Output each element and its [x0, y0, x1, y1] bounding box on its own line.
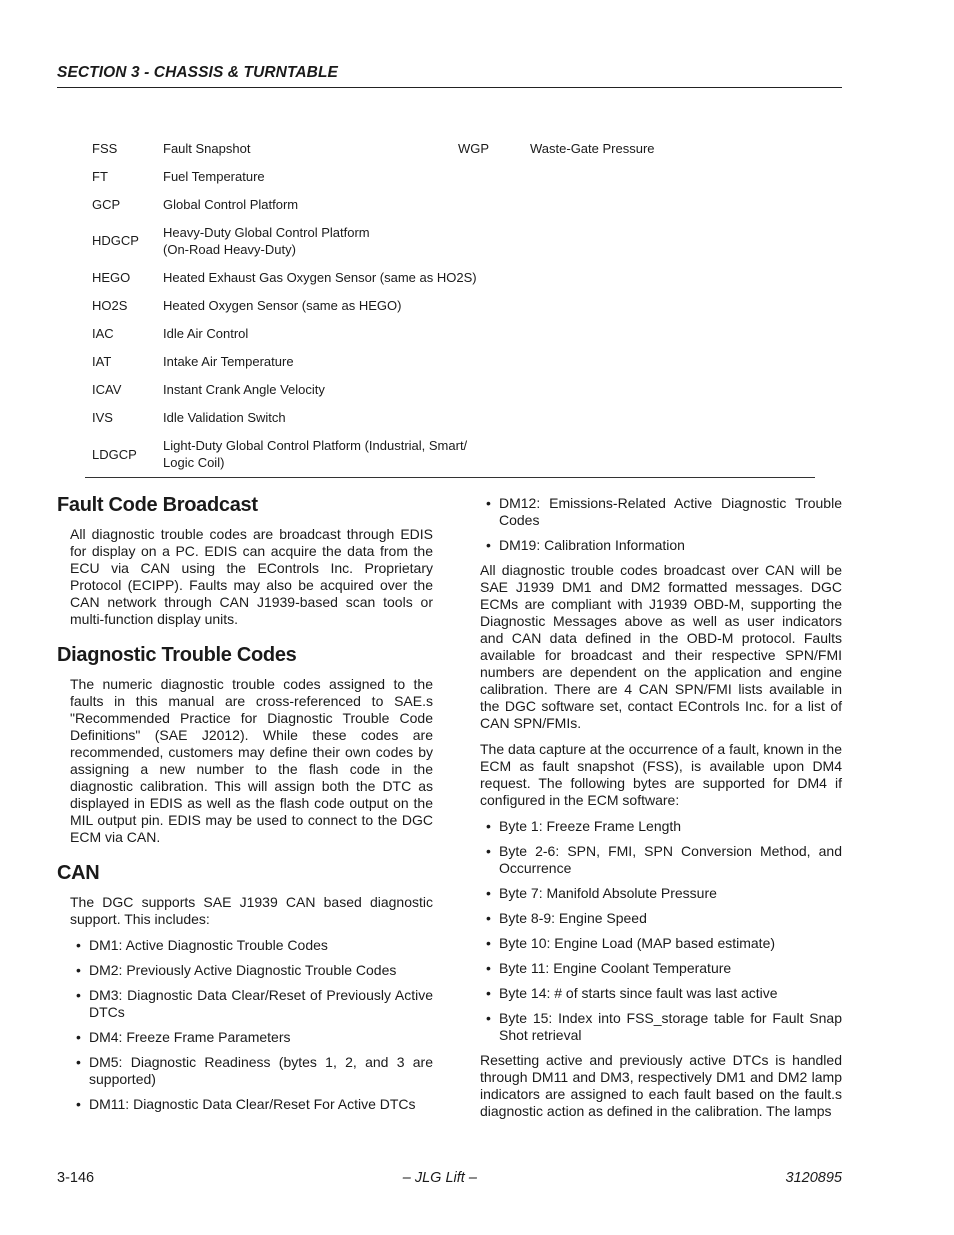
dm4-byte-list — [480, 818, 842, 1044]
abbr-row — [85, 403, 815, 431]
abbr-definition: Idle Validation Switch — [163, 409, 286, 425]
abbreviation-table — [85, 134, 815, 478]
abbr-definition: Intake Air Temperature — [163, 353, 294, 369]
fault-code-broadcast-heading: Fault Code Broadcast — [57, 494, 258, 516]
abbr-definition — [163, 224, 458, 258]
diagnostic-trouble-codes-heading: Diagnostic Trouble Codes — [57, 644, 297, 666]
abbr-row — [85, 431, 815, 477]
list-item: • Byte 10: Engine Load (MAP based estimate) — [480, 935, 842, 952]
abbr-code: ICAV — [92, 381, 122, 397]
abbr-definition: Heated Exhaust Gas Oxygen Sensor (same as HO2S) — [163, 269, 477, 285]
page-footer — [57, 1170, 842, 1186]
abbr-code: HEGO — [92, 269, 131, 285]
list-item: • Byte 15: Index into FSS_storage table for Fault Snap Shot retrieval — [480, 1010, 842, 1044]
list-item: • Byte 11: Engine Coolant Temperature — [480, 960, 842, 977]
section-title: SECTION 3 - CHASSIS & TURNTABLE — [57, 64, 338, 81]
list-item: • DM3: Diagnostic Data Clear/Reset of Previously Active DTCs — [70, 987, 433, 1021]
dtc-paragraph: The numeric diagnostic trouble codes assigned to the faults in this manual are cross-referenced to SAE.s "Recommended Practice for Diagnostic Trouble Code Definitions" (SAE J2012). While these codes are recommended, customers may define their own codes by assigning a new number to the flash code in the diagnostic calibration. This will assign both the DTC as displayed in EDIS as well as the flash code output on the MIL output pin. EDIS may be used to connect to the DGC ECM via CAN. — [70, 676, 433, 845]
abbr-row — [85, 291, 815, 319]
dm-list — [480, 495, 842, 554]
abbr-definition-line: Logic Coil) — [163, 455, 225, 470]
abbr-definition — [163, 437, 468, 471]
list-item: • DM2: Previously Active Diagnostic Trouble Codes — [70, 962, 433, 979]
list-item: • Byte 14: # of starts since fault was last active — [480, 985, 842, 1002]
list-item: • DM19: Calibration Information — [480, 537, 842, 554]
abbr-definition-line: (On-Road Heavy-Duty) — [163, 241, 296, 257]
abbr-code: HDGCP — [92, 233, 139, 248]
list-item: • Byte 1: Freeze Frame Length — [480, 818, 842, 835]
abbr-row — [85, 190, 815, 218]
list-item: • Byte 8-9: Engine Speed — [480, 910, 842, 927]
fault-snapshot-paragraph: The data capture at the occurrence of a fault, known in the ECM as fault snapshot (FSS), is available upon DM4 request. The following bytes are supported for DM4 if configured in the ECM software: — [480, 741, 842, 808]
abbr-definition: Instant Crank Angle Velocity — [163, 381, 325, 397]
abbr-definition: Heated Oxygen Sensor (same as HEGO) — [163, 297, 402, 313]
list-item: • DM1: Active Diagnostic Trouble Codes — [70, 937, 433, 954]
list-item: • DM12: Emissions-Related Active Diagnostic Trouble Codes — [480, 495, 842, 529]
abbr-row — [85, 218, 815, 263]
list-item: • DM11: Diagnostic Data Clear/Reset For Active DTCs — [70, 1096, 433, 1113]
can-broadcast-paragraph: All diagnostic trouble codes broadcast over CAN will be SAE J1939 DM1 and DM2 formatted messages. DGC ECMs are compliant with J1939 OBD-M, supporting the Diagnostic Messages above as well as user indicators and CAN data defined in the OBD-M protocol. Faults available for broadcast and their respective SPN/FMI numbers are dependent on the application and engine calibration. There are 4 CAN SPN/FMI lists available in the DGC software set, contact EControls Inc. for a list of CAN SPN/FMIs. — [480, 562, 842, 731]
abbr-row — [85, 162, 815, 190]
reset-dtc-paragraph: Resetting active and previously active DTCs is handled through DM11 and DM3, respectively DM1 and DM2 lamp indicators are assigned to each fault based on the fault.s diagnostic action as defined in the calibration. The lamps — [480, 1052, 842, 1119]
can-heading: CAN — [57, 862, 100, 884]
can-paragraph: The DGC supports SAE J1939 CAN based diagnostic support. This includes: — [70, 894, 433, 927]
abbr-definition: Fuel Temperature — [163, 168, 265, 184]
abbr-code: FT — [92, 168, 108, 184]
list-item: • Byte 2-6: SPN, FMI, SPN Conversion Method, and Occurrence — [480, 843, 842, 877]
abbr-definition: Idle Air Control — [163, 325, 249, 341]
list-item: • Byte 7: Manifold Absolute Pressure — [480, 885, 842, 902]
fault-code-paragraph: All diagnostic trouble codes are broadcast through EDIS for display on a PC. EDIS can acquire the data from the ECU via CAN using the EControls Inc. Proprietary Protocol (ECIPP). Faults may also be acquired over the CAN network through CAN J1939-based scan tools or multi-function display units. — [70, 526, 433, 627]
page-number: 3-146 — [57, 1170, 95, 1186]
abbr-definition: Global Control Platform — [163, 196, 299, 212]
abbr-row — [85, 263, 815, 291]
abbr-code: LDGCP — [92, 446, 137, 462]
abbr-definition: Waste-Gate Pressure — [530, 140, 655, 156]
list-item: • DM5: Diagnostic Readiness (bytes 1, 2, and 3 are supported) — [70, 1054, 433, 1088]
list-item: • DM4: Freeze Frame Parameters — [70, 1029, 433, 1046]
publisher-label: – JLG Lift – — [402, 1170, 477, 1186]
abbr-row — [85, 134, 815, 162]
abbr-row — [85, 347, 815, 375]
abbr-definition: Fault Snapshot — [163, 140, 251, 156]
abbr-code: FSS — [92, 140, 118, 156]
abbr-code: IAT — [92, 353, 112, 369]
abbr-code: GCP — [92, 196, 121, 212]
abbr-code: HO2S — [92, 297, 128, 313]
abbr-row — [85, 375, 815, 403]
left-column — [57, 492, 433, 1121]
abbr-row — [85, 319, 815, 347]
abbr-code: IAC — [92, 325, 114, 341]
right-column — [480, 492, 842, 1129]
abbr-code: IVS — [92, 409, 113, 425]
abbr-code: WGP — [458, 140, 490, 156]
can-support-list — [57, 937, 433, 1113]
abbr-definition-line: Light-Duty Global Control Platform (Industrial, Smart/ — [163, 438, 468, 453]
section-header — [57, 64, 842, 88]
document-number: 3120895 — [785, 1170, 842, 1186]
abbr-definition-line: Heavy-Duty Global Control Platform — [163, 224, 370, 240]
